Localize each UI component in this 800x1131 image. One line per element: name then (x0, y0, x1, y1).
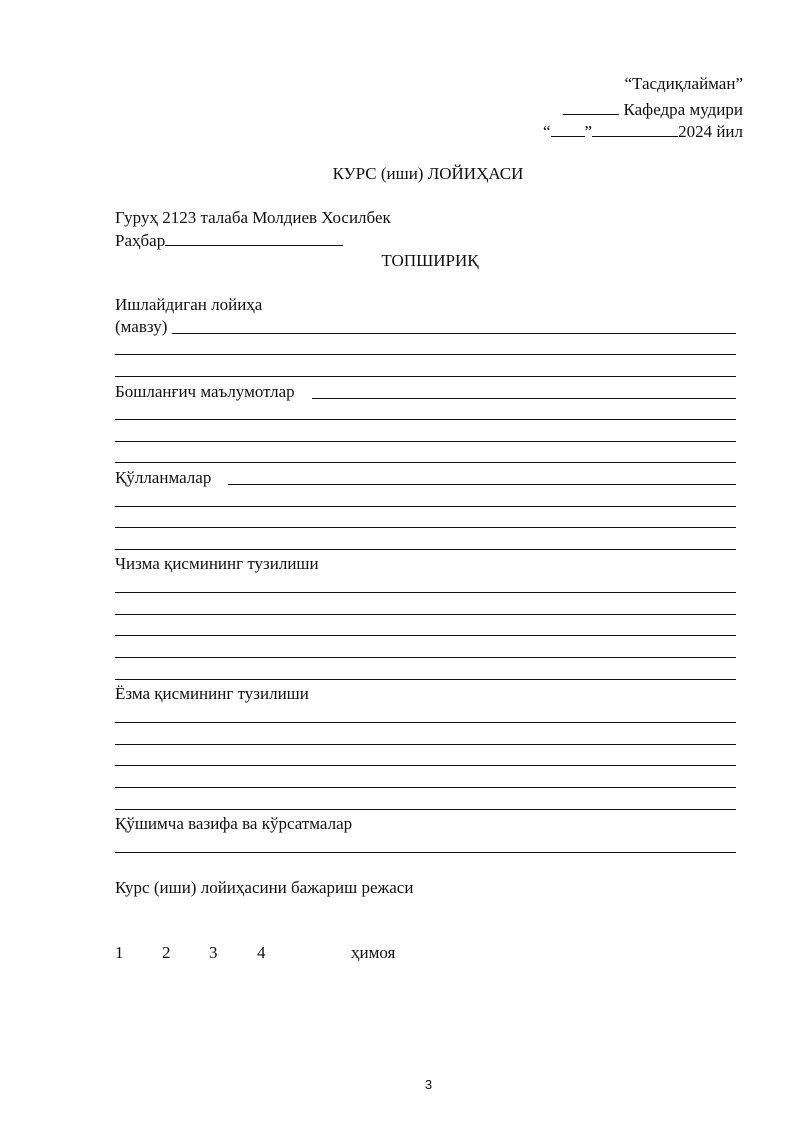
initial-data-label: Бошланғич маълумотлар (115, 382, 295, 401)
manuals-fill-line (228, 484, 736, 485)
blank-line (115, 376, 736, 377)
project-subtitle-label: (мавзу) (115, 317, 168, 336)
task-heading: ТОПШИРИҚ (381, 251, 479, 270)
page-number: 3 (424, 1077, 433, 1092)
blank-line (115, 787, 736, 788)
schedule-item: 1 (115, 943, 124, 962)
drawing-part-label: Чизма қисмининг тузилиши (115, 554, 319, 573)
project-title-label: Ишлайдиган лойиҳа (115, 295, 263, 314)
blank-line (115, 354, 736, 355)
approval-title: “Тасдиқлайман” (624, 74, 743, 93)
schedule-item-defense: ҳимоя (351, 943, 396, 962)
blank-line (115, 744, 736, 745)
day-blank (551, 121, 585, 137)
month-blank (592, 121, 678, 137)
blank-line (115, 462, 736, 463)
additional-label: Қўшимча вазифа ва кўрсатмалар (115, 814, 353, 833)
approval-date (543, 121, 743, 142)
blank-line (115, 679, 736, 680)
blank-line (115, 506, 736, 507)
blank-line (115, 614, 736, 615)
student-line: Гуруҳ 2123 талаба Молдиев Хосилбек (115, 208, 391, 227)
blank-line (115, 527, 736, 528)
written-part-label: Ёзма қисмининг тузилиши (115, 684, 309, 703)
date-open-quote: “ (542, 122, 551, 141)
page-title: КУРС (иши) ЛОЙИҲАСИ (332, 164, 524, 183)
supervisor-label: Раҳбар (115, 231, 166, 250)
blank-line (115, 549, 736, 550)
blank-line (115, 809, 736, 810)
schedule-item: 2 (162, 943, 171, 962)
date-close-quote: ” (584, 122, 593, 141)
blank-line (115, 657, 736, 658)
blank-line (115, 441, 736, 442)
head-label: Кафедра мудири (623, 100, 743, 119)
blank-line (115, 722, 736, 723)
schedule-item: 4 (257, 943, 266, 962)
blank-line (115, 419, 736, 420)
blank-line (115, 852, 736, 853)
schedule-label: Курс (иши) лойиҳасини бажариш режаси (115, 878, 414, 897)
signature-blank (563, 99, 619, 115)
manuals-label: Қўлланмалар (115, 468, 212, 487)
supervisor-line (115, 230, 343, 251)
initial-data-fill-line (312, 398, 736, 399)
year-label: 2024 йил (678, 122, 743, 141)
blank-line (115, 765, 736, 766)
blank-line (115, 635, 736, 636)
schedule-item: 3 (209, 943, 218, 962)
project-fill-line (172, 333, 736, 334)
supervisor-blank (165, 230, 343, 246)
blank-line (115, 592, 736, 593)
approval-head (563, 99, 743, 120)
